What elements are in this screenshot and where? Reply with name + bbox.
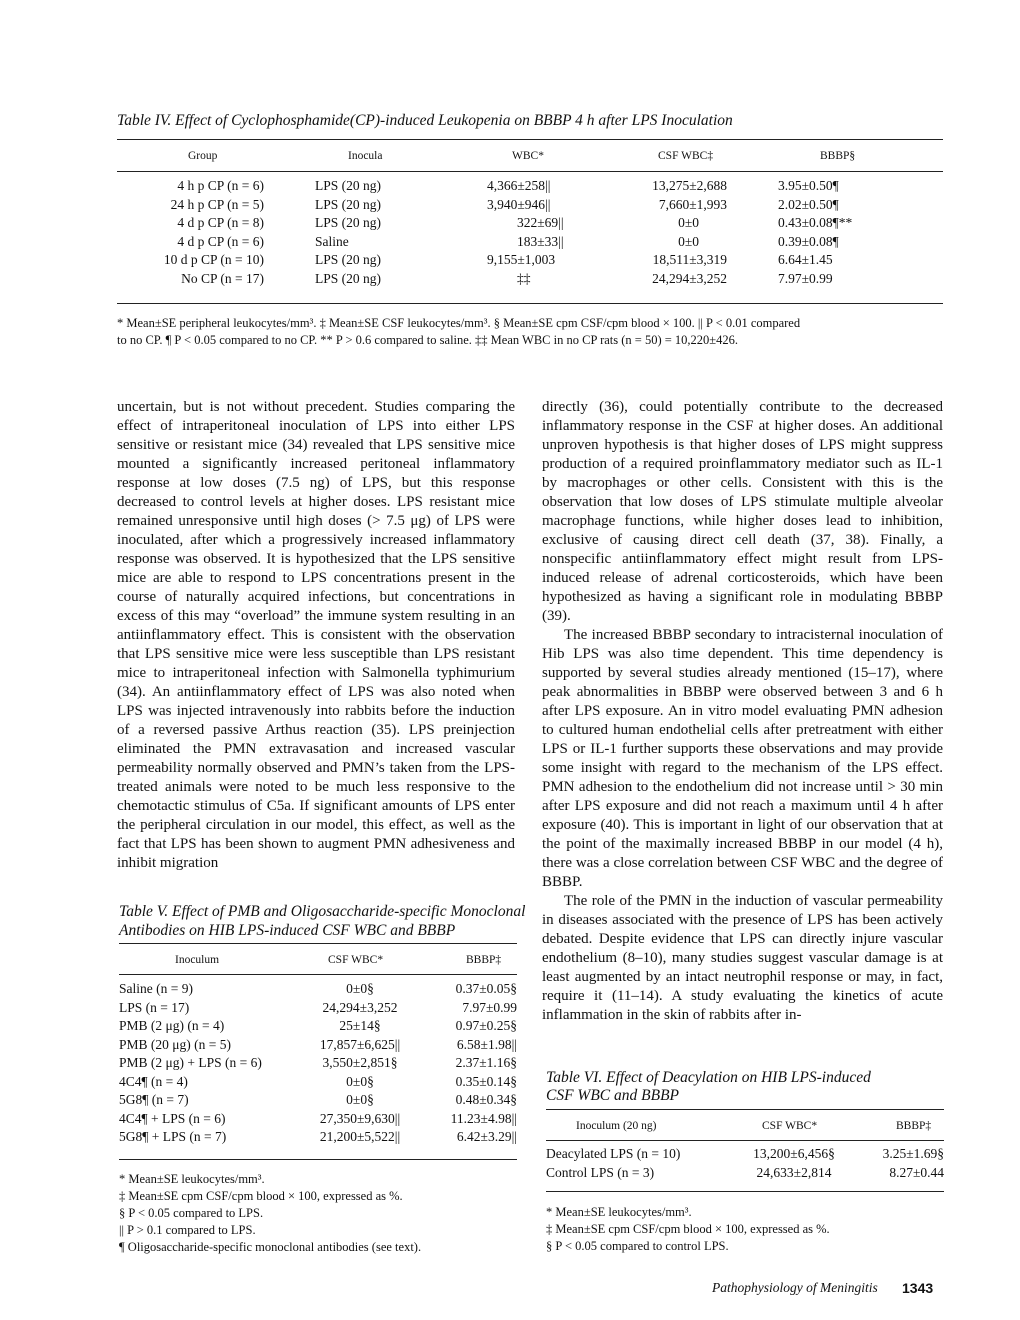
table-row	[119, 1054, 517, 1073]
table4-header-csf-wbc: CSF WBC‡	[658, 150, 714, 162]
table5-cell: 3,550±2,851§	[322, 1055, 398, 1070]
table5-cell: 0±0§	[346, 1092, 374, 1107]
table4-bottom-rule	[117, 303, 943, 304]
table6-footnote: ‡ Mean±SE cpm CSF/cpm blood × 100, expressed as %.	[546, 1222, 830, 1236]
table6-cell: Deacylated LPS (n = 10)	[546, 1146, 681, 1161]
table-row	[546, 1164, 944, 1183]
table6-caption-line1: Table VI. Effect of Deacylation on HIB LPS-induced	[546, 1069, 871, 1086]
table5-cell: 0.97±0.25§	[455, 1018, 517, 1033]
table4-caption: Table IV. Effect of Cyclophosphamide(CP)-induced Leukopenia on BBBP 4 h after LPS Inoculation	[117, 112, 733, 129]
table5-cell: LPS (n = 17)	[119, 999, 190, 1015]
table4-cell: 13,275±2,688	[652, 178, 727, 193]
table5-cell: 0.35±0.14§	[455, 1073, 517, 1089]
table-row	[117, 177, 907, 196]
table4-footnote-line1: * Mean±SE peripheral leukocytes/mm³. ‡ Mean±SE CSF leukocytes/mm³. § Mean±SE cpm CSF/cpm blood × 100. || P < 0.01 compared	[117, 316, 801, 330]
table-row	[117, 251, 907, 270]
table4-header-wbc: WBC*	[512, 150, 544, 162]
table-row	[119, 1110, 517, 1129]
table6-top-rule	[546, 1109, 944, 1110]
table-row	[119, 1091, 517, 1110]
table4-footnote-line2: to no CP. ¶ P < 0.05 compared to no CP. ** P > 0.6 compared to saline. ‡‡ Mean WBC in no CP rats (n = 50) = 10,220±426.	[117, 333, 739, 347]
table-row	[117, 233, 907, 252]
table4-cell: LPS (20 ng)	[315, 215, 382, 230]
table5-cell: 21,200±5,522||	[319, 1129, 401, 1144]
table6-cell: 13,200±6,456§	[753, 1146, 835, 1161]
table4-cell: 4 h p CP (n = 6)	[177, 178, 264, 193]
table4-header-rule	[117, 171, 943, 172]
table5-cell: 0±0§	[346, 981, 374, 996]
table4-cell: 4,366±258||	[487, 178, 551, 193]
table-row	[117, 214, 907, 233]
table4-cell: Saline	[315, 233, 349, 249]
table5-cell: 25±14§	[339, 1018, 381, 1033]
table4-cell: No CP (n = 17)	[181, 270, 264, 286]
table-row	[119, 1017, 517, 1036]
table5-cell: 5G8¶ (n = 7)	[119, 1092, 189, 1107]
table5-top-rule	[119, 943, 517, 944]
table-row	[119, 980, 517, 999]
table4-cell: LPS (20 ng)	[315, 178, 382, 193]
table5-header-bbbp: BBBP‡	[466, 954, 502, 966]
table4-cell: 6.64±1.45	[778, 252, 833, 267]
table4-cell: 18,511±3,319	[652, 252, 727, 267]
table5-body	[119, 980, 517, 1147]
table4-cell: 7.97±0.99	[778, 270, 833, 286]
table5-cell: 17,857±6,625||	[319, 1036, 401, 1052]
table4-top-rule	[117, 139, 943, 140]
table5-cell: 0±0§	[346, 1073, 374, 1089]
table-row	[117, 270, 907, 289]
left-column-text	[117, 398, 515, 873]
table5-bottom-rule	[119, 1159, 517, 1160]
table5-cell: 6.42±3.29||	[456, 1129, 517, 1144]
body-paragraph: The role of the PMN in the induction of vascular permeability in diseases associated with the presence of LPS has been actively debated. Despite evidence that LPS can directly injure vascular endothelium (8–10), many studies suggest vascular damage is at least augmented by an intact neutrophil response or may, in fact, require it (11–14). A study evaluating the kinetics of acute inflammation in the skin of rabbits after in-	[542, 893, 943, 1023]
table5-cell: PMB (2 μg) (n = 4)	[119, 1018, 225, 1033]
table5-cell: PMB (20 μg) (n = 5)	[119, 1036, 231, 1052]
table4-header-group: Group	[188, 150, 218, 162]
table-row	[119, 1036, 517, 1055]
table5-footnote: § P < 0.05 compared to LPS.	[119, 1206, 264, 1220]
table4-cell: LPS (20 ng)	[315, 252, 382, 267]
table5-cell: 0.37±0.05§	[455, 981, 517, 996]
table5-cell: 11.23±4.98||	[450, 1110, 517, 1126]
table4-cell: 24,294±3,252	[652, 270, 727, 286]
table5-caption-line1: Table V. Effect of PMB and Oligosaccharide-specific Monoclonal	[119, 903, 526, 920]
table4-cell: 3.95±0.50¶	[778, 178, 839, 193]
table5-cell: 5G8¶ + LPS (n = 7)	[119, 1129, 227, 1144]
table4-cell: 4 d p CP (n = 8)	[177, 215, 264, 230]
right-column-text	[542, 398, 943, 1025]
table-row	[119, 999, 517, 1018]
table4-cell: ‡‡	[517, 270, 531, 286]
table6-body	[546, 1145, 944, 1182]
body-paragraph: uncertain, but is not without precedent. Studies comparing the effect of intraperitoneal inoculation of LPS into either LPS sensitive or resistant mice (34) revealed that LPS sensitive mice mounted a significantly increased peritoneal inflammatory response at low doses (7.5 ng) of LPS, but this response decreased to control levels at higher doses. LPS resistant mice remained unresponsive until high doses (> 7.5 μg) of LPS were inoculated, after which a progressively increased inflammatory response was observed. It is hypothesized that the LPS sensitive mice are able to respond to LPS concentrations present in the course of naturally acquired infections, but concentrations in excess of this may “overload” the immune system resulting in an antiinflammatory effect. This is consistent with the observation that LPS sensitive mice were less susceptible than LPS resistant mice to intraperitoneal infection with Salmonella typhimurium (34). An antiinflammatory effect of LPS was also noted when LPS was injected intravenously into rabbits before the induction of a reversed passive Arthus reaction (35). LPS preinjection eliminated the PMN extravasation and increased vascular permeability normally observed and PMN’s taken from the LPS-treated animals were noted to be much less responsive to the chemotactic stimulus of C5a. If significant amounts of LPS enter the peripheral circulation in our model, this effect, as well as the fact that LPS has been shown to augment PMN adhesiveness and inhibit migration	[117, 399, 515, 871]
table4-cell: 0±0	[678, 215, 699, 230]
table5-caption-line2: Antibodies on HIB LPS-induced CSF WBC and BBBP	[119, 922, 456, 939]
table4-cell: 322±69||	[517, 215, 564, 230]
table6-footnote: § P < 0.05 compared to control LPS.	[546, 1239, 729, 1253]
table4-cell: 7,660±1,993	[658, 196, 727, 212]
table5-header-rule	[119, 974, 517, 975]
table4-header-inocula: Inocula	[348, 150, 383, 162]
table5-cell: 7.97±0.99	[462, 999, 517, 1015]
table6-caption-line2: CSF WBC and BBBP	[546, 1087, 680, 1104]
table4-cell: 9,155±1,003	[487, 252, 556, 267]
table4-cell: LPS (20 ng)	[315, 196, 382, 212]
table-row	[119, 1128, 517, 1147]
table6-cell: Control LPS (n = 3)	[546, 1164, 655, 1180]
table4-header-bbbp: BBBP§	[820, 150, 856, 162]
table-row	[117, 196, 907, 215]
table5-footnote: ¶ Oligosaccharide-specific monoclonal antibodies (see text).	[119, 1240, 422, 1254]
table5-footnote: || P > 0.1 compared to LPS.	[119, 1223, 256, 1237]
table5-cell: 4C4¶ (n = 4)	[119, 1073, 188, 1089]
table4-cell: 2.02±0.50¶	[778, 196, 839, 212]
table6-cell: 8.27±0.44	[889, 1164, 944, 1180]
body-paragraph: directly (36), could potentially contribute to the decreased inflammatory response in the CSF at higher doses. An additional unproven hypothesis is that higher doses of LPS might suppress production of a required proinflammatory mediator such as IL-1 by macrophages or other cells. Consistent with this is the observation that low doses of LPS stimulate multiple alveolar macrophage functions, while higher doses lead to inhibition, exclusive of causing direct cell death (37, 38). Finally, a nonspecific antiinflammatory effect might result from LPS-induced release of adrenal corticosteroids, which have been hypothesized as having a significant role in modulating BBBP (39).	[542, 399, 943, 624]
table-row	[546, 1145, 944, 1164]
table5-footnote: ‡ Mean±SE cpm CSF/cpm blood × 100, expressed as %.	[119, 1189, 403, 1203]
page-number: 1343	[902, 1280, 934, 1296]
table5-cell: 24,294±3,252	[322, 999, 398, 1015]
table5-cell: 2.37±1.16§	[455, 1055, 517, 1070]
table4-cell: 0.43±0.08¶**	[778, 215, 853, 230]
table5-cell: PMB (2 μg) + LPS (n = 6)	[119, 1055, 262, 1070]
table5-header-inoculum: Inoculum	[175, 954, 220, 966]
running-title: Pathophysiology of Meningitis	[712, 1280, 878, 1295]
table6-cell: 3.25±1.69§	[882, 1146, 944, 1161]
table4-body	[117, 177, 907, 288]
table4-cell: LPS (20 ng)	[315, 270, 382, 286]
table-row	[119, 1073, 517, 1092]
table5-cell: 0.48±0.34§	[455, 1092, 517, 1107]
table4-cell: 10 d p CP (n = 10)	[163, 252, 264, 267]
table4-cell: 3,940±946||	[487, 196, 551, 212]
table4-cell: 183±33||	[517, 233, 564, 249]
table5-footnote: * Mean±SE leukocytes/mm³.	[119, 1172, 265, 1186]
table6-cell: 24,633±2,814	[756, 1164, 832, 1180]
table4-cell: 4 d p CP (n = 6)	[177, 233, 264, 249]
table6-header-bbbp: BBBP‡	[896, 1120, 932, 1132]
table6-header-inoculum: Inoculum (20 ng)	[576, 1120, 657, 1132]
table5-cell: Saline (n = 9)	[119, 981, 193, 996]
table6-footnote: * Mean±SE leukocytes/mm³.	[546, 1205, 692, 1219]
body-paragraph: The increased BBBP secondary to intracisternal inoculation of Hib LPS was also time dependent. This time dependency is supported by several studies already mentioned (15–17), where peak abnormalities in BBBP were observed between 3 and 6 h after LPS exposure. An in vitro model evaluating PMN adhesion to cultured human endothelial cells after pretreatment with either LPS or IL-1 further supports these observations and may provide some insight with regard to the mechanism of the LPS effect. PMN adhesion to the endothelium did not increase until > 30 min after LPS exposure and did not reach a maximum until 4 h after exposure (40). This is important in light of our observation that at the point of the maximally increased BBBP in our model (4 h), there was a close correlation between CSF WBC and the degree of BBBP.	[542, 627, 943, 890]
table6-bottom-rule	[546, 1191, 944, 1192]
table6-header-csf-wbc: CSF WBC*	[762, 1120, 818, 1132]
table6-header-rule	[546, 1140, 944, 1141]
table4-cell: 24 h p CP (n = 5)	[170, 196, 264, 212]
table4-cell: 0±0	[678, 233, 699, 249]
table5-cell: 27,350±9,630||	[319, 1110, 401, 1126]
table5-header-csf-wbc: CSF WBC*	[328, 954, 384, 966]
table5-cell: 6.58±1.98||	[456, 1036, 517, 1052]
table5-cell: 4C4¶ + LPS (n = 6)	[119, 1110, 226, 1126]
table4-cell: 0.39±0.08¶	[778, 233, 839, 249]
